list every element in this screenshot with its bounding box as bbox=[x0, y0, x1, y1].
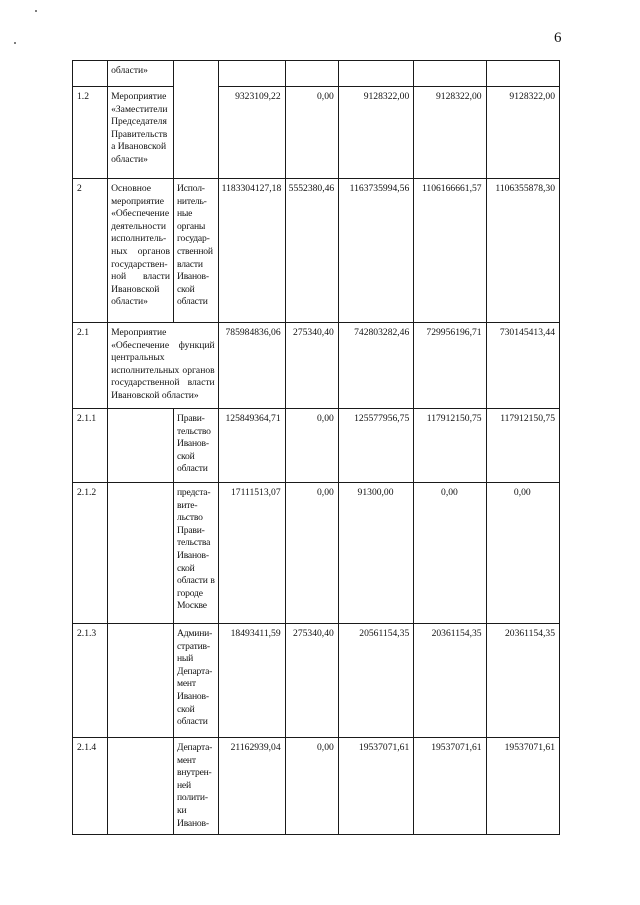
row-number bbox=[73, 61, 108, 87]
value-cell: 0,00 bbox=[285, 738, 338, 835]
row-number: 1.2 bbox=[73, 87, 108, 179]
value-cell: 275340,40 bbox=[285, 323, 338, 409]
scan-speck bbox=[35, 10, 37, 12]
activity-name bbox=[108, 738, 174, 835]
value-cell: 729956196,71 bbox=[414, 323, 486, 409]
row-number: 2 bbox=[73, 179, 108, 323]
value-cell: 19537071,61 bbox=[338, 738, 413, 835]
value-cell: 117912150,75 bbox=[486, 409, 559, 483]
value-cell bbox=[285, 61, 338, 87]
table-row bbox=[73, 483, 560, 624]
value-cell: 0,00 bbox=[285, 483, 338, 624]
data-table bbox=[72, 60, 560, 835]
value-cell bbox=[414, 61, 486, 87]
value-cell: 19537071,61 bbox=[486, 738, 559, 835]
row-number: 2.1 bbox=[73, 323, 108, 409]
row-number: 2.1.1 bbox=[73, 409, 108, 483]
table-row bbox=[73, 738, 560, 835]
value-cell: 91300,00 bbox=[338, 483, 413, 624]
activity-name: Мероприятие «Обеспечение функций центральных исполнительных органов государственной власти Ивановской области» bbox=[108, 323, 219, 409]
executor: Испол-нитель-ные органы государ-ственной власти Иванов-ской области bbox=[174, 179, 219, 323]
table-row bbox=[73, 87, 560, 179]
value-cell: 1106166661,57 bbox=[414, 179, 486, 323]
value-cell: 17111513,07 bbox=[218, 483, 285, 624]
value-cell: 9323109,22 bbox=[218, 87, 285, 179]
value-cell: 1106355878,30 bbox=[486, 179, 559, 323]
value-cell: 125577956,75 bbox=[338, 409, 413, 483]
row-number: 2.1.2 bbox=[73, 483, 108, 624]
value-cell: 0,00 bbox=[285, 409, 338, 483]
executor: предста-вите-льство Прави-тельства Иванов-ской области в городе Москве bbox=[174, 483, 219, 624]
activity-name: области» bbox=[108, 61, 174, 87]
executor: Админи-стратив-ный Департа-мент Иванов-ской области bbox=[174, 624, 219, 738]
activity-name: Основное мероприятие «Обеспечение деятельности исполнитель-ных органов государствен-ной власти Ивановской области» bbox=[108, 179, 174, 323]
scan-speck bbox=[14, 42, 16, 44]
table-row bbox=[73, 323, 560, 409]
value-cell: 0,00 bbox=[414, 483, 486, 624]
executor bbox=[174, 61, 219, 179]
activity-name: Мероприятие «Заместители Председателя Правительства Ивановской области» bbox=[108, 87, 174, 179]
row-number: 2.1.4 bbox=[73, 738, 108, 835]
value-cell: 730145413,44 bbox=[486, 323, 559, 409]
value-cell: 18493411,59 bbox=[218, 624, 285, 738]
value-cell bbox=[338, 61, 413, 87]
value-cell bbox=[486, 61, 559, 87]
table-row bbox=[73, 409, 560, 483]
value-cell: 275340,40 bbox=[285, 624, 338, 738]
executor: Прави-тельство Иванов-ской области bbox=[174, 409, 219, 483]
value-cell: 21162939,04 bbox=[218, 738, 285, 835]
value-cell: 0,00 bbox=[486, 483, 559, 624]
value-cell: 1163735994,56 bbox=[338, 179, 413, 323]
activity-name bbox=[108, 624, 174, 738]
value-cell: 117912150,75 bbox=[414, 409, 486, 483]
value-cell: 785984836,06 bbox=[218, 323, 285, 409]
table-row bbox=[73, 179, 560, 323]
value-cell: 5552380,46 bbox=[285, 179, 338, 323]
activity-name bbox=[108, 483, 174, 624]
activity-name bbox=[108, 409, 174, 483]
value-cell: 9128322,00 bbox=[414, 87, 486, 179]
value-cell: 20561154,35 bbox=[338, 624, 413, 738]
value-cell: 9128322,00 bbox=[486, 87, 559, 179]
value-cell: 125849364,71 bbox=[218, 409, 285, 483]
value-cell: 1183304127,18 bbox=[218, 179, 285, 323]
value-cell bbox=[218, 61, 285, 87]
value-cell: 742803282,46 bbox=[338, 323, 413, 409]
row-number: 2.1.3 bbox=[73, 624, 108, 738]
value-cell: 19537071,61 bbox=[414, 738, 486, 835]
value-cell: 0,00 bbox=[285, 87, 338, 179]
table-row bbox=[73, 61, 560, 87]
value-cell: 20361154,35 bbox=[486, 624, 559, 738]
executor: Департа-мент внутрен-ней полити-ки Иванов- bbox=[174, 738, 219, 835]
table-row bbox=[73, 624, 560, 738]
value-cell: 9128322,00 bbox=[338, 87, 413, 179]
page-number: 6 bbox=[554, 30, 562, 46]
value-cell: 20361154,35 bbox=[414, 624, 486, 738]
